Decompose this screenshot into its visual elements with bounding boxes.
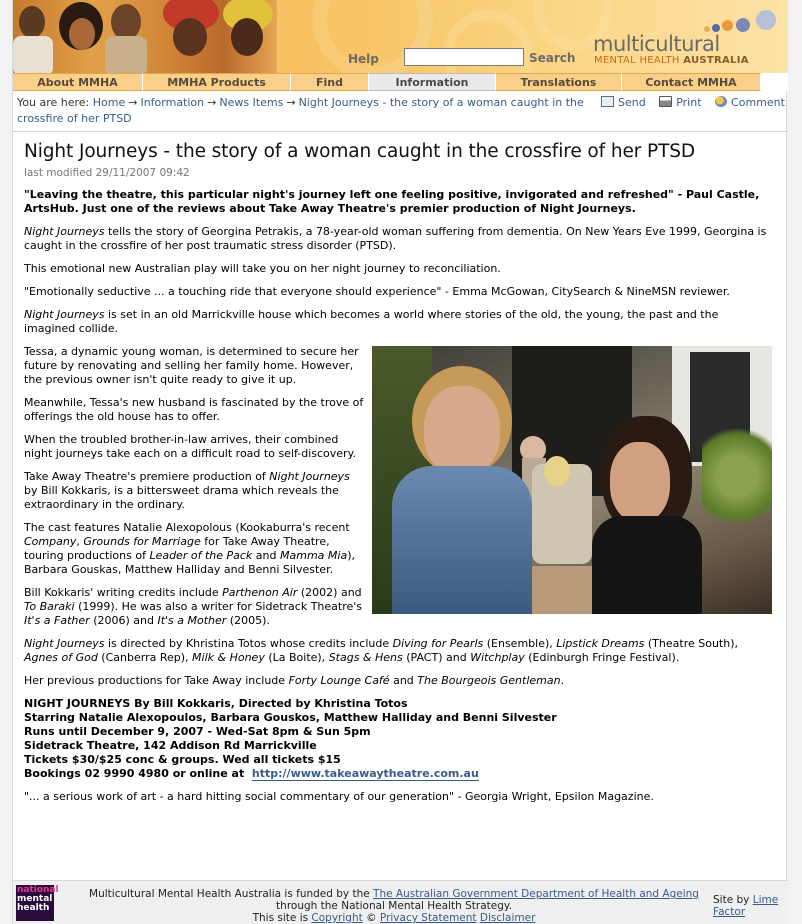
comment-action[interactable]: Comment: [715, 96, 785, 109]
paragraph: When the troubled brother-in-law arrives, their combined night journeys take each on a difficult road to self-discovery.: [24, 433, 357, 460]
detail-line: Tickets $30/$25 conc & groups. Wed all tickets $15: [24, 753, 341, 766]
breadcrumb-current[interactable]: Night Journeys - the story of a woman caught in the crossfire of her PTSD: [17, 96, 584, 125]
header-photo-collage: [13, 0, 277, 73]
page: [12, 0, 787, 924]
detail-line: Starring Natalie Alexopoulos, Barbara Gouskos, Matthew Halliday and Benni Silvester: [24, 711, 557, 724]
printer-icon: [659, 96, 672, 107]
paragraph: Take Away Theatre's premiere production of Night Journeys by Bill Kokkaris, is a bittersweet drama which reveals the extraordinary in the ordinary.: [24, 470, 350, 511]
footer: [13, 880, 788, 924]
privacy-link[interactable]: Privacy Statement: [379, 912, 477, 924]
article: [24, 141, 772, 804]
detail-line: NIGHT JOURNEYS By Bill Kokkaris, Directed by Khristina Totos: [24, 697, 408, 710]
send-action[interactable]: Send: [601, 96, 646, 109]
envelope-icon: [601, 96, 614, 107]
breadcrumb-home[interactable]: Home: [92, 96, 126, 109]
tab-mmha-products[interactable]: MMHA Products: [143, 73, 291, 91]
lime-factor-link[interactable]: Lime Factor: [713, 894, 779, 918]
paragraph: Tessa, a dynamic young woman, is determined to secure her future by renovating and selling her family home. However, the previous owner isn't quite ready to give it up.: [24, 345, 359, 386]
paragraph: Night Journeys tells the story of Georgina Petrakis, a 78-year-old woman suffering from dementia. On New Years Eve 1999, Georgina is caught in the crossfire of her post traumatic stress disorder (PTSD).: [24, 225, 767, 252]
paragraph: Her previous productions for Take Away include Forty Lounge Café and The Bourgeois Gentleman.: [24, 674, 565, 687]
document-actions: [601, 96, 795, 109]
department-link[interactable]: The Australian Government Department of Health and Ageing: [373, 888, 699, 900]
detail-line: Sidetrack Theatre, 142 Addison Rd Marrickville: [24, 739, 317, 752]
paragraph: "Emotionally seductive ... a touching ride that everyone should experience" - Emma McGowan, CitySearch & NineMSN reviewer.: [24, 285, 730, 298]
detail-line: Bookings 02 9990 4980 or online at http://www.takeawaytheatre.com.au: [24, 767, 479, 780]
tab-information[interactable]: Information: [369, 73, 496, 91]
breadcrumb-information[interactable]: Information: [140, 96, 205, 109]
print-action[interactable]: Print: [659, 96, 701, 109]
copyright-link[interactable]: Copyright: [311, 912, 363, 924]
disclaimer-link[interactable]: Disclaimer: [479, 912, 536, 924]
divider: [13, 131, 788, 132]
help-link[interactable]: Help: [348, 52, 379, 66]
tab-contact-mmha[interactable]: Contact MMHA: [622, 73, 761, 91]
paragraph: Night Journeys is set in an old Marrickville house which becomes a world where stories of the old, the young, the past and the imagined collide.: [24, 308, 719, 335]
photo-wrap-section: [24, 345, 772, 577]
footer-text: Multicultural Mental Health Australia is funded by the The Australian Government Department of Health and Ageing through the National Mental Health Strategy. This site is Copyright © Privacy Statement Disclaimer: [89, 888, 699, 924]
paragraph: The cast features Natalie Alexopolous (Kookaburra's recent Company, Grounds for Marriage for Take Away Theatre, touring productions of Leader of the Pack and Mamma Mia), Barbara Gouskas, Matthew Halliday and Benni Silvester.: [24, 521, 355, 576]
breadcrumb: [17, 95, 597, 127]
paragraph: This emotional new Australian play will take you on her night journey to reconciliation.: [24, 262, 501, 275]
logo-subtext: MENTAL HEALTH AUSTRALIA: [594, 55, 749, 66]
search-input[interactable]: [404, 48, 524, 66]
national-mental-health-logo[interactable]: national mental health: [16, 885, 54, 921]
detail-line: Runs until December 9, 2007 - Wed-Sat 8pm & Sun 5pm: [24, 725, 371, 738]
tab-find[interactable]: Find: [291, 73, 369, 91]
site-credit: Site by Lime Factor: [713, 894, 779, 918]
breadcrumb-news-items[interactable]: News Items: [219, 96, 284, 109]
main-nav: [13, 73, 788, 91]
nav-filler: [761, 73, 788, 91]
header-banner: [13, 0, 788, 73]
breadcrumb-prefix: You are here:: [17, 96, 90, 109]
logo-text: multicultural: [593, 32, 720, 56]
tab-translations[interactable]: Translations: [496, 73, 622, 91]
paragraph: Bill Kokkaris' writing credits include Parthenon Air (2002) and To Baraki (1999). He was also a writer for Sidetrack Theatre's It's a Father (2006) and It's a Mother (2005).: [24, 586, 363, 627]
arrow-right-icon: →: [207, 96, 217, 109]
closing-quote: "... a serious work of art - a hard hitting social commentary of our generation" - Georgia Wright, Epsilon Magazine.: [24, 790, 654, 803]
arrow-right-icon: →: [128, 96, 138, 109]
production-photo: [372, 346, 772, 614]
lead-paragraph: "Leaving the theatre, this particular night's journey left one feeling positive, invigorated and refreshed" - Paul Castle, ArtsHub. Just one of the reviews about Take Away Theatre's premier production of Night Journeys.: [24, 188, 760, 215]
comment-icon: [715, 96, 727, 107]
last-modified: last modified 29/11/2007 09:42: [24, 167, 190, 179]
logo[interactable]: [593, 33, 749, 66]
production-details: [24, 697, 772, 781]
arrow-right-icon: →: [286, 96, 296, 109]
paragraph: Meanwhile, Tessa's new husband is fascinated by the trove of offerings the old house has to offer.: [24, 396, 364, 423]
search-button[interactable]: Search: [529, 51, 576, 65]
paragraph: Night Journeys is directed by Khristina Totos whose credits include Diving for Pearls (Ensemble), Lipstick Dreams (Theatre South), Agnes of God (Canberra Rep), Milk & Honey (La Boite), Stags & Hens (PACT) and Witchplay (Edinburgh Fringe Festival).: [24, 637, 738, 664]
page-title: Night Journeys - the story of a woman caught in the crossfire of her PTSD: [24, 141, 696, 162]
tab-about-mmha[interactable]: About MMHA: [13, 73, 143, 91]
takeaway-theatre-link[interactable]: http://www.takeawaytheatre.com.au: [251, 767, 479, 780]
